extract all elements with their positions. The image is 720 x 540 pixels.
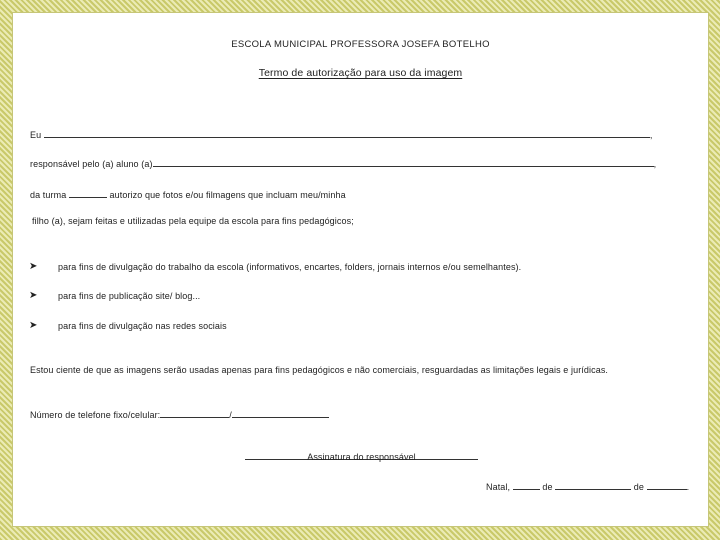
document-page bbox=[13, 13, 708, 526]
date-city: Natal, bbox=[486, 482, 511, 492]
bullet-item: para fins de publicação site/ blog... bbox=[58, 291, 201, 301]
year-field[interactable] bbox=[647, 480, 687, 490]
date-line bbox=[486, 480, 689, 492]
arrow-bullet-icon: ➤ bbox=[29, 320, 38, 331]
name-blank-field[interactable] bbox=[44, 128, 650, 138]
arrow-bullet-icon: ➤ bbox=[29, 261, 38, 272]
day-field[interactable] bbox=[513, 480, 540, 490]
title-text: Termo de autorização para uso da imagem bbox=[258, 67, 463, 79]
authorization-text: autorizo que fotos e/ou filmagens que incluam meu/minha bbox=[109, 190, 346, 200]
eu-line bbox=[30, 128, 652, 140]
signature-label: Assinatura do responsável bbox=[307, 452, 416, 462]
student-blank-field[interactable] bbox=[153, 157, 654, 167]
arrow-bullet-icon: ➤ bbox=[29, 290, 38, 301]
phone-line bbox=[30, 408, 329, 420]
responsavel-line bbox=[30, 157, 656, 169]
turma-line bbox=[30, 188, 346, 200]
bullet-item: para fins de divulgação do trabalho da escola (informativos, encartes, folders, jornais internos e/ou semelhantes). bbox=[58, 262, 522, 272]
bullet-item: para fins de divulgação nas redes sociais bbox=[58, 321, 227, 331]
document-title bbox=[13, 67, 708, 79]
phone-separator: / bbox=[229, 410, 232, 420]
turma-label: da turma bbox=[30, 190, 67, 200]
responsavel-label: responsável pelo (a) aluno (a) bbox=[30, 159, 153, 169]
date-de: de bbox=[542, 482, 553, 492]
class-blank-field[interactable] bbox=[69, 188, 107, 198]
phone-mobile-field[interactable] bbox=[232, 408, 329, 418]
responsavel-comma: , bbox=[653, 159, 657, 169]
statement-text: Estou ciente de que as imagens serão usadas apenas para fins pedagógicos e não comerciais, resguardadas as limitações legais e jurídicas. bbox=[30, 365, 609, 375]
phone-fixed-field[interactable] bbox=[160, 408, 229, 418]
filho-line: filho (a), sejam feitas e utilizadas pela equipe da escola para fins pedagógicos; bbox=[32, 216, 354, 226]
date-period: . bbox=[686, 482, 690, 492]
school-name: ESCOLA MUNICIPAL PROFESSORA JOSEFA BOTELHO bbox=[231, 39, 490, 50]
phone-label: Número de telefone fixo/celular: bbox=[30, 410, 161, 420]
eu-label: Eu bbox=[30, 130, 42, 140]
date-de: de bbox=[633, 482, 644, 492]
eu-comma: , bbox=[649, 130, 653, 140]
month-field[interactable] bbox=[555, 480, 631, 490]
